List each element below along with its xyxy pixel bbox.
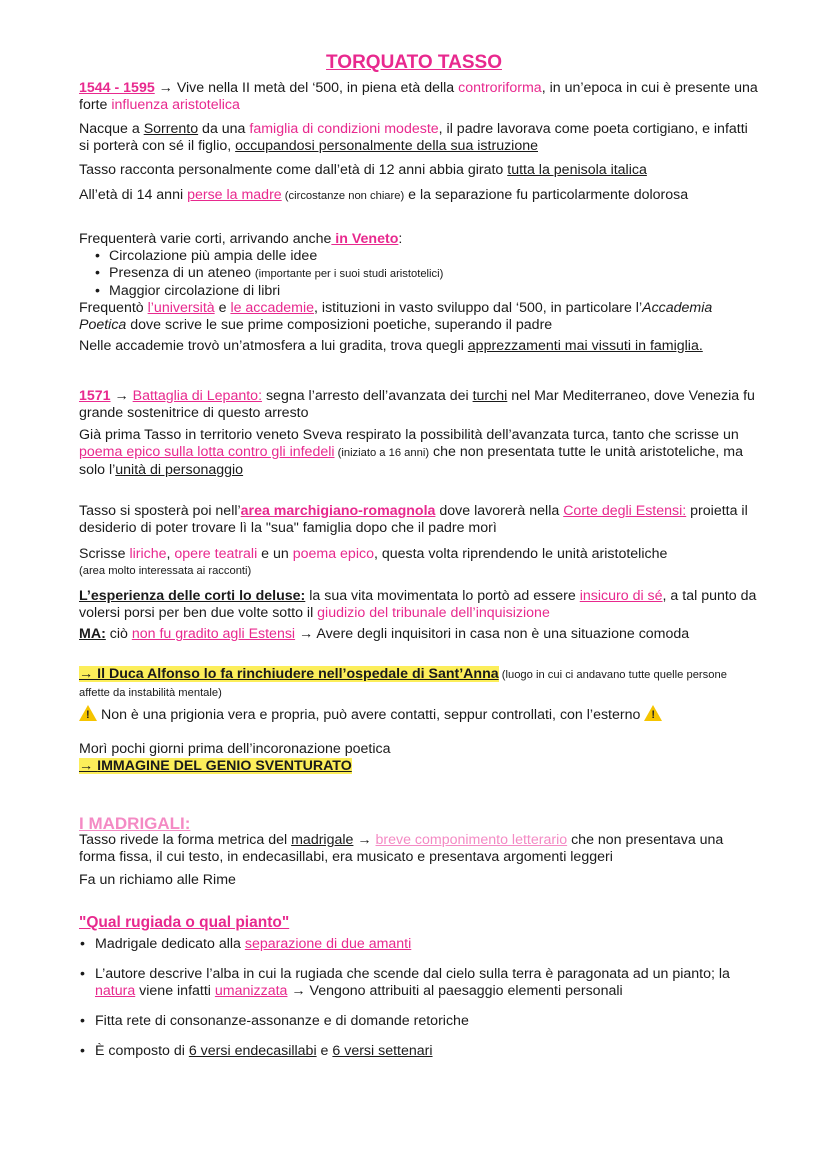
list-item <box>109 283 759 300</box>
item-text: Presenza di un ateneo <box>109 265 255 281</box>
text: L’autore descrive l’alba in cui la rugiada che scende dal cielo sulla terra è paragonata ad un pianto; la <box>95 966 730 982</box>
text: e <box>316 1043 333 1059</box>
paragraph-death <box>79 741 759 775</box>
text: , istituzioni in vasto sviluppo dal ‘500, in particolare l’ <box>314 300 643 316</box>
text: Fitta rete di consonanze-assonanze e di domande retoriche <box>95 1013 469 1029</box>
text: Già prima Tasso in territorio veneto Sveva respirato la possibilità dell’avanzata turca, tanto che scrisse un <box>79 427 739 443</box>
text: e <box>214 300 231 316</box>
text: → Avere degli inquisitori in casa non è una situazione comoda <box>295 626 690 642</box>
highlight-famiglia: famiglia di condizioni modeste <box>249 121 439 137</box>
list-item <box>109 265 759 283</box>
text: Nelle accademie trovò un’atmosfera a lui gradita, trova quegli <box>79 338 468 354</box>
bold-esperienza: L’esperienza delle corti lo deluse: <box>79 588 306 604</box>
text: da una <box>198 121 250 137</box>
highlight-universita: l’università <box>147 300 215 316</box>
paragraph-birth <box>79 121 759 155</box>
underline-apprezzamenti: apprezzamenti mai vissuti in famiglia. <box>467 338 703 354</box>
text: Tasso racconta personalmente come dall’età di 12 anni abbia girato <box>79 162 508 178</box>
note: (iniziato a 16 anni) <box>334 447 430 459</box>
highlight-umanizzata: umanizzata <box>214 983 288 999</box>
arrow: → <box>154 80 177 96</box>
date-range: 1544 - 1595 <box>79 80 155 96</box>
list-item <box>109 248 759 265</box>
text: È composto di <box>95 1043 189 1059</box>
arrow: → <box>353 832 376 848</box>
underline-unita: unità di personaggio <box>115 462 244 478</box>
section-qual-rugiada <box>79 914 759 1060</box>
text: Madrigale dedicato alla <box>95 936 245 952</box>
section-heading: "Qual rugiada o qual pianto" <box>79 914 290 931</box>
text: e un <box>257 546 293 562</box>
highlight-accademie: le accademie <box>230 300 315 316</box>
list-item <box>95 936 759 953</box>
text: Vive nella II metà del ‘500, in piena età della <box>176 80 459 96</box>
paragraph-appreciation <box>79 338 759 355</box>
section-madrigali <box>79 815 759 889</box>
text: Morì pochi giorni prima dell’incoronazione poetica <box>79 741 391 757</box>
text: la sua vita movimentata lo portò ad essere <box>305 588 580 604</box>
highlight-liriche: liriche <box>129 546 167 562</box>
underline-istruzione: occupandosi personalmente della sua istruzione <box>235 138 538 154</box>
paragraph-academies <box>79 300 759 334</box>
text: , questa volta riprendendo le unità aristoteliche <box>373 546 668 562</box>
note: (circostanze non chiare) <box>281 190 405 202</box>
highlight-insicuro: insicuro di sé <box>579 588 663 604</box>
highlight-influenza: influenza aristotelica <box>111 97 240 113</box>
italic-accademia: Accademia Poetica <box>79 300 713 333</box>
underline-madrigale: madrigale <box>291 832 354 848</box>
veneto-list <box>79 248 759 300</box>
text: viene infatti <box>135 983 215 999</box>
text: , <box>166 546 175 562</box>
paragraph-warning <box>79 705 759 724</box>
text: Tasso si sposterà poi nell’ <box>79 503 241 519</box>
item-text: Maggior circolazione di libri <box>109 283 281 299</box>
text: Frequenterà varie corti, arrivando anche <box>79 231 332 247</box>
item-text: Circolazione più ampia delle idee <box>109 248 318 264</box>
paragraph-courts <box>79 231 759 300</box>
text: proietta il desiderio di poter trovare lì la "sua" famiglia dopo che il padre morì <box>79 503 748 536</box>
text: nel Mar Mediterraneo, dove Venezia fu grande sostenitrice di questo arresto <box>79 388 755 421</box>
highlight-giudizio: giudizio del tribunale dell’inquisizione <box>317 605 550 621</box>
bold-ma: MA: <box>79 626 106 642</box>
arrow: → <box>79 758 98 774</box>
item-note: (importante per i suoi studi aristotelici) <box>254 268 444 280</box>
highlight-breve: breve componimento letterario <box>375 832 568 848</box>
warning-icon <box>644 705 662 721</box>
list-item <box>95 1043 759 1060</box>
underline-settenari: 6 versi settenari <box>332 1043 433 1059</box>
paragraph-works <box>79 546 759 580</box>
text: All’età di 14 anni <box>79 187 188 203</box>
highlight-area: area marchigiano-romagnola <box>240 503 436 519</box>
text: che non presentata tutte le unità aristoteliche, ma solo l’ <box>79 444 743 478</box>
highlight-veneto: in Veneto <box>331 231 399 247</box>
text: dove scrive le sue prime composizioni poetiche, superando il padre <box>126 317 553 333</box>
paragraph-lepanto <box>79 388 759 422</box>
highlight-corte: Corte degli Estensi: <box>563 503 687 519</box>
paragraph-estensi <box>79 503 759 537</box>
page-title: TORQUATO TASSO <box>326 52 502 73</box>
text: : <box>398 231 403 247</box>
text: che non presentava una forma fissa, il cui testo, in endecasillabi, era musicato e presentava argomenti leggeri <box>79 832 724 865</box>
paragraph-mother <box>79 187 759 205</box>
warning-icon <box>79 705 97 721</box>
text: Tasso rivede la forma metrica del <box>79 832 292 848</box>
highlight-perse: perse la madre <box>187 187 282 203</box>
paragraph-travel <box>79 162 759 179</box>
note: (area molto interessata ai racconti) <box>79 565 252 577</box>
text: Non è una prigionia vera e propria, può avere contatti, seppur controllati, con l’esterno <box>97 707 645 723</box>
text: Frequentò <box>79 300 148 316</box>
poem-notes-list <box>79 936 759 1060</box>
paragraph-life <box>79 80 759 114</box>
highlight-nonfu: non fu gradito agli Estensi <box>131 626 296 642</box>
highlight-natura: natura <box>95 983 136 999</box>
paragraph-ma <box>79 626 759 643</box>
section-heading: I MADRIGALI: <box>79 814 191 833</box>
list-item <box>95 1013 759 1030</box>
highlight-poema-epico: poema epico <box>292 546 374 562</box>
arrow: → <box>110 388 133 404</box>
text: ciò <box>105 626 132 642</box>
highlight-genio <box>79 758 352 774</box>
highlight-duca: → Il Duca Alfonso lo fa rinchiudere nell’ospedale di Sant’Anna <box>79 666 499 682</box>
paragraph-poema <box>79 427 759 479</box>
highlight-separazione: separazione di due amanti <box>244 936 412 952</box>
date-1571: 1571 <box>79 388 111 404</box>
highlight-controriforma: controriforma <box>458 80 542 96</box>
text: dove lavorerà nella <box>435 503 564 519</box>
text: Nacque a <box>79 121 144 137</box>
text: Fa un richiamo alle Rime <box>79 872 236 888</box>
text: segna l’arresto dell’avanzata dei <box>262 388 473 404</box>
paragraph-disillusion <box>79 588 759 622</box>
paragraph-duca <box>79 666 759 702</box>
highlight-battaglia: Battaglia di Lepanto: <box>132 388 263 404</box>
list-item <box>95 966 759 1000</box>
text: → Vengono attribuiti al paesaggio elementi personali <box>287 983 623 999</box>
underline-sorrento: Sorrento <box>143 121 199 137</box>
genio-text: IMMAGINE DEL GENIO SVENTURATO <box>97 758 352 774</box>
text: Scrisse <box>79 546 130 562</box>
text: , a tal punto da volersi porsi per ben due volte sotto il <box>79 588 757 621</box>
text: , il padre lavorava come poeta cortigiano, e infatti si porterà con sé il figlio, <box>79 121 748 154</box>
note: (luogo in cui ci andavano tutte quelle persone affette da instabilità mentale) <box>79 669 727 699</box>
text: , in un’epoca in cui è presente una forte <box>79 80 758 113</box>
highlight-opere: opere teatrali <box>174 546 258 562</box>
text: e la separazione fu particolarmente dolorosa <box>404 187 689 203</box>
underline-penisola: tutta la penisola italica <box>507 162 647 178</box>
underline-endecasillabi: 6 versi endecasillabi <box>188 1043 317 1059</box>
underline-turchi: turchi <box>472 388 508 404</box>
highlight-poema: poema epico sulla lotta contro gli infedeli <box>79 444 335 460</box>
